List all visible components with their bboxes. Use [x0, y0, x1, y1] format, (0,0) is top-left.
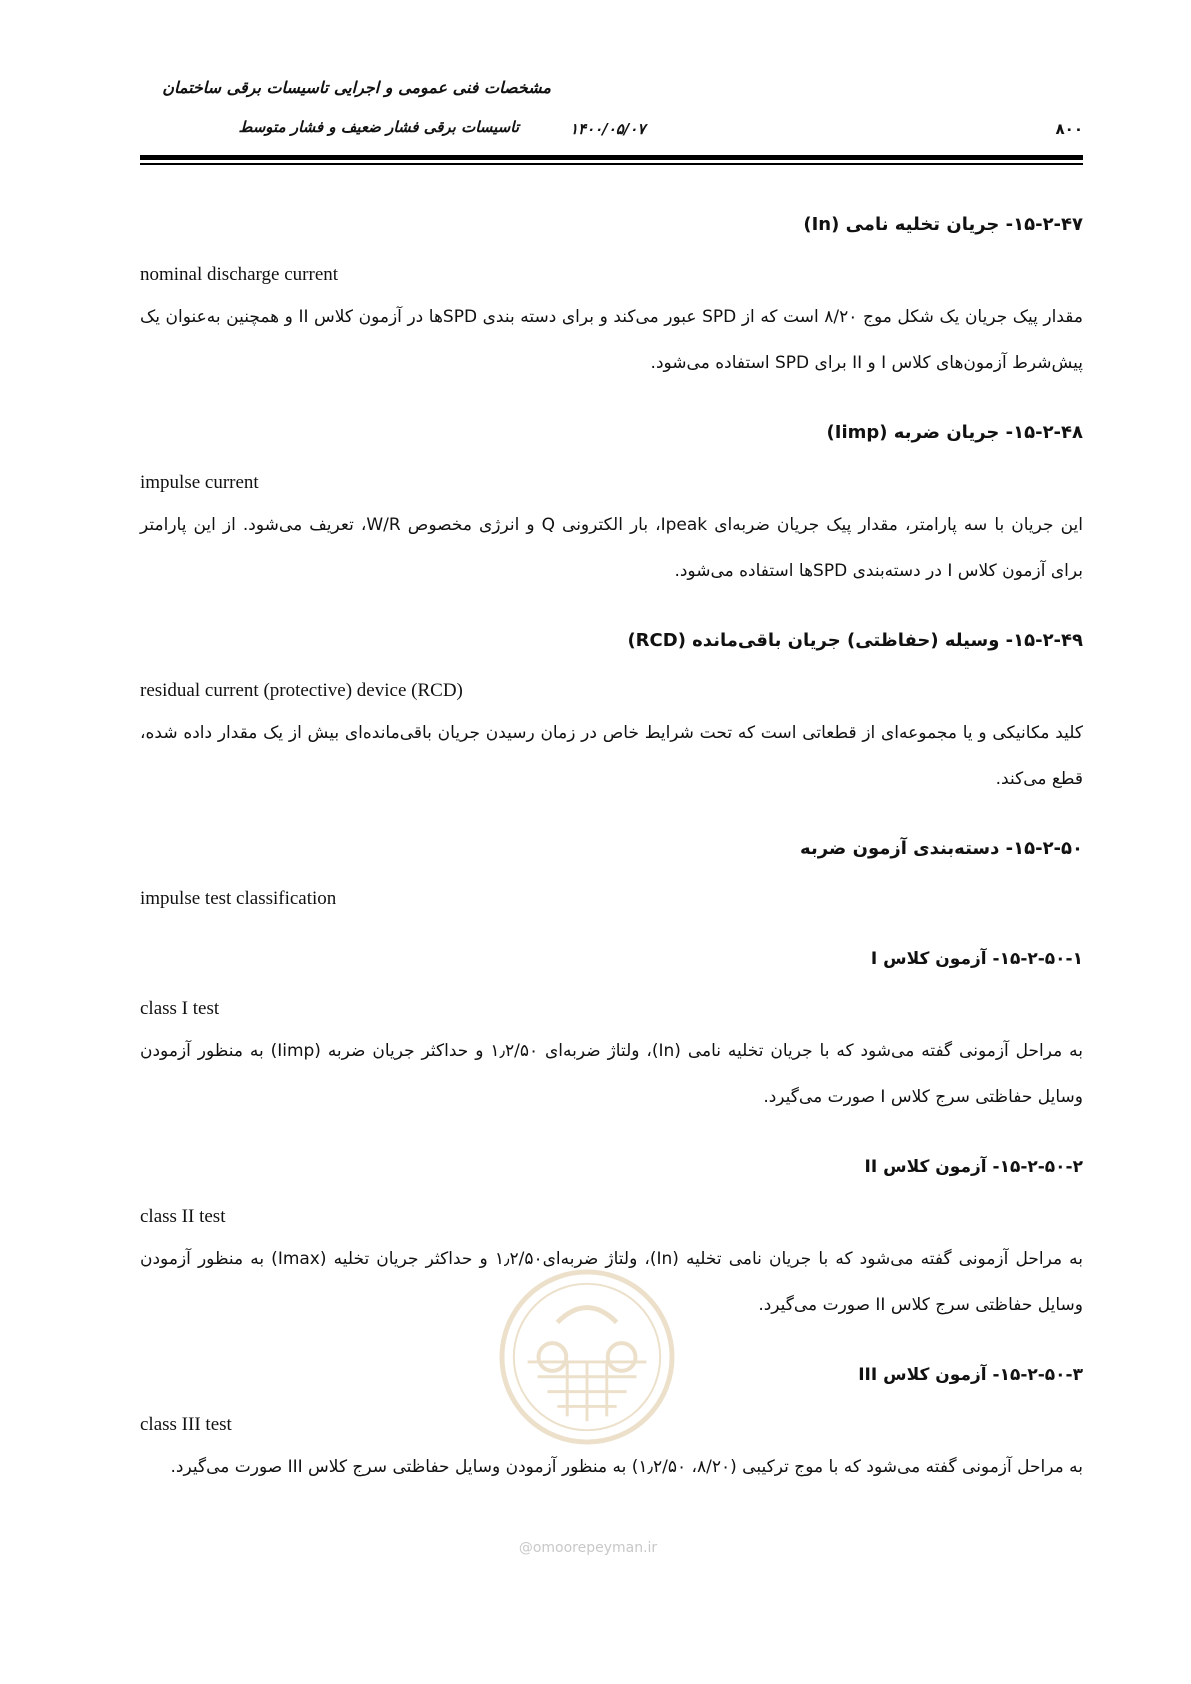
english-term: impulse current: [140, 472, 259, 493]
page-number: ۸۰۰: [1055, 120, 1083, 138]
header-rule-thin: [140, 163, 1083, 165]
english-term: class I test: [140, 998, 220, 1019]
english-term: impulse test classification: [140, 888, 337, 909]
section-class-i-test: [140, 944, 1083, 1120]
english-term: residual current (protective) device (RCD): [140, 680, 463, 701]
section-heading: ۱۵-۲-۵۰-۲- آزمون کلاس II: [864, 1157, 1083, 1177]
section-rcd: [140, 626, 1083, 802]
section-impulse-current: [140, 418, 1083, 594]
header-rule-thick: [140, 155, 1083, 160]
document-title: مشخصات فنی عمومی و اجرایی تاسیسات برقی ساختمان: [162, 78, 551, 97]
section-heading: ۱۵-۲-۵۰- دسته‌بندی آزمون ضربه: [800, 838, 1083, 859]
section-paragraph: به مراحل آزمونی گفته می‌شود که با جریان نامی تخلیه (In)، ولتاژ ضربه‌ای۱٫۲/۵۰ و حداکثر جریان تخلیه (Imax) به منظور آزمودن وسایل حفاظتی سرج کلاس II صورت می‌گیرد.: [140, 1249, 1083, 1315]
section-paragraph: این جریان با سه پارامتر، مقدار پیک جریان ضربه‌ای Ipeak، بار الکترونی Q و انرژی مخصوص W/R، تعریف می‌شود. از این پارامتر برای آزمون کلاس I در دسته‌بندی SPDها استفاده می‌شود.: [140, 515, 1083, 581]
document-subtitle: تاسیسات برقی فشار ضعیف و فشار متوسط: [238, 118, 519, 136]
watermark-seal-icon: [498, 1268, 676, 1446]
section-heading: ۱۵-۲-۴۹- وسیله (حفاظتی) جریان باقی‌مانده (RCD): [627, 630, 1083, 651]
watermark-url: @omoorepeyman.ir: [518, 1540, 658, 1556]
section-heading: ۱۵-۲-۴۸- جریان ضربه (Iimp): [826, 422, 1083, 443]
section-paragraph: کلید مکانیکی و یا مجموعه‌ای از قطعاتی است که تحت شرایط خاص در زمان رسیدن جریان باقی‌مانده‌ای بیش از یک مقدار داده شده، قطع می‌کند.: [140, 723, 1083, 789]
section-paragraph: مقدار پیک جریان یک شکل موج ۸/۲۰ است که از SPD عبور می‌کند و برای دسته بندی SPDها در آزمون کلاس II و همچنین به‌عنوان یک پیش‌شرط آزمون‌های کلاس I و II برای SPD استفاده می‌شود.: [140, 307, 1083, 373]
english-term: nominal discharge current: [140, 264, 339, 285]
section-heading: ۱۵-۲-۴۷- جریان تخلیه نامی (In): [803, 214, 1083, 235]
english-term: class II test: [140, 1206, 226, 1227]
english-term: class III test: [140, 1414, 232, 1435]
section-paragraph: به مراحل آزمونی گفته می‌شود که با جریان تخلیه نامی (In)، ولتاژ ضربه‌ای ۱٫۲/۵۰ و حداکثر جریان ضربه (Iimp) به منظور آزمودن وسایل حفاظتی سرج کلاس I صورت می‌گیرد.: [140, 1041, 1083, 1107]
section-heading: ۱۵-۲-۵۰-۱- آزمون کلاس I: [870, 949, 1083, 969]
section-heading: ۱۵-۲-۵۰-۳- آزمون کلاس III: [858, 1365, 1083, 1385]
section-impulse-test-classification: [140, 834, 1083, 912]
section-paragraph: به مراحل آزمونی گفته می‌شود که با موج ترکیبی (۸/۲۰، ۱٫۲/۵۰) به منظور آزمودن وسایل حفاظتی سرج کلاس III صورت می‌گیرد.: [170, 1457, 1083, 1477]
document-date: ۱۴۰۰/۰۵/۰۷: [570, 120, 646, 138]
section-nominal-discharge-current: [140, 210, 1083, 386]
